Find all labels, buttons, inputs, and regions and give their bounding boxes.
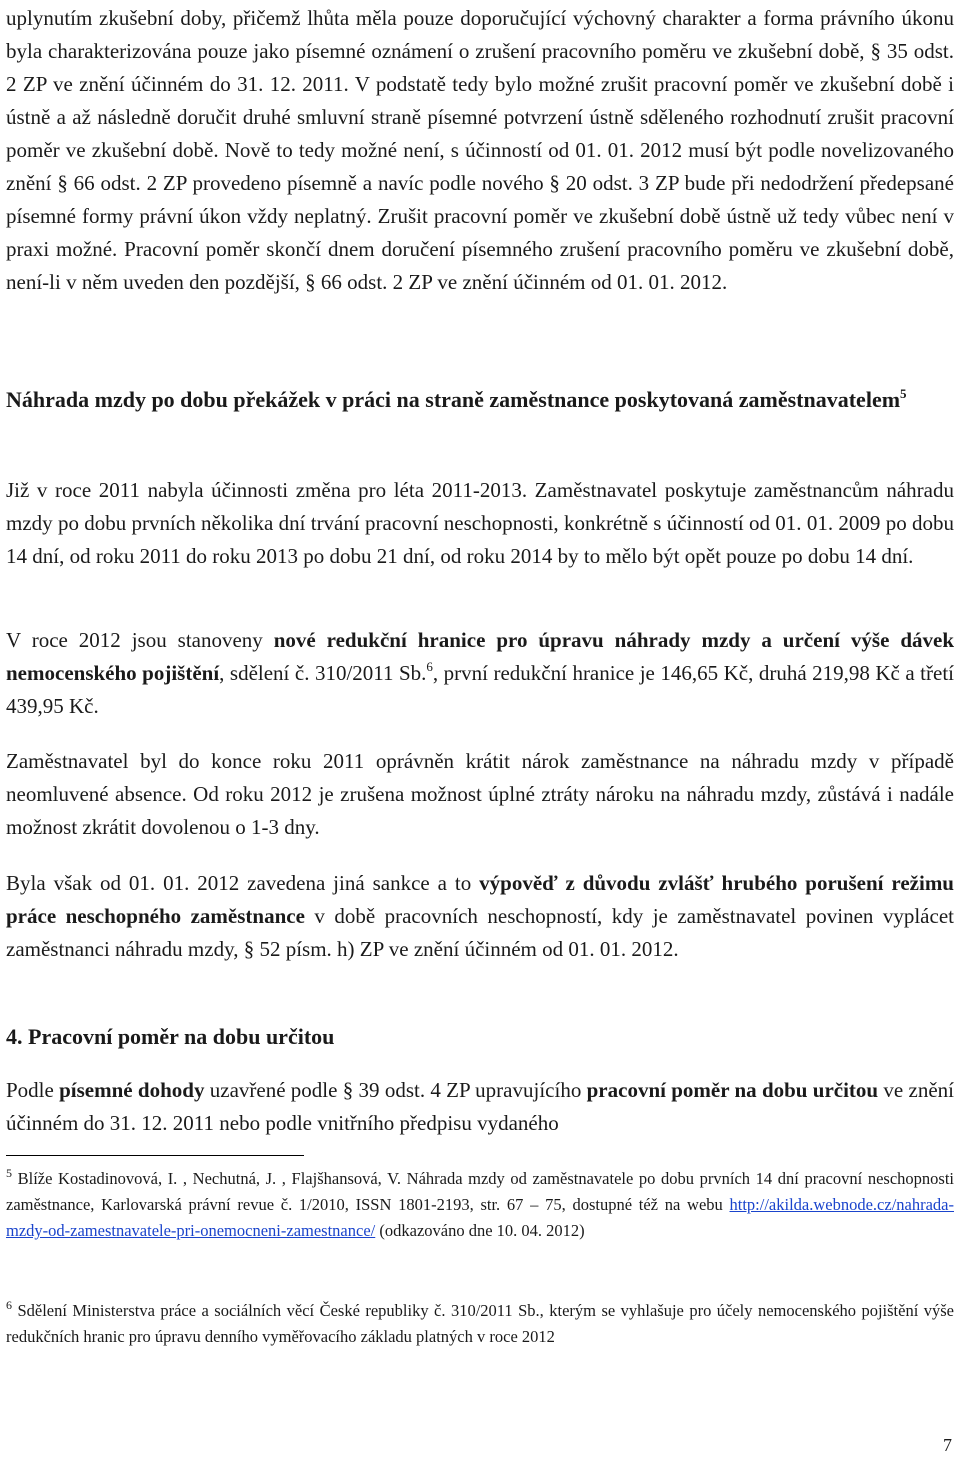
paragraph-fixed-term-agreement: Podle písemné dohody uzavřené podle § 39 odst. 4 ZP upravujícího pracovní poměr na dobu určitou ve znění účinném do 31. 12. 2011 nebo podle vnitřního předpisu vydaného — [6, 1078, 954, 1135]
paragraph-dismissal-sanction: Byla však od 01. 01. 2012 zavedena jiná sankce a to výpověď z důvodu zvlášť hrubého porušení režimu práce neschopného zaměstnance v době pracovních neschopností, kdy je zaměstnavatel povinen vyplácet zaměstnanci náhradu mzdy, § 52 písm. h) ZP ve znění účinném od 01. 01. 2012. — [6, 871, 954, 961]
footnote-ref-5[interactable]: 5 — [900, 386, 907, 401]
page-number: 7 — [943, 1435, 952, 1455]
footnote-6: $^6$ Sdělení Ministerstva práce a sociálních věcí České republiky č. 310/2011 Sb., kterým se vyhlašuje pro účely nemocenského pojištění výše redukčních hranic pro úpravu denního vyměřovacího základu platných v roce 2012 — [6, 1298, 954, 1346]
paragraph-reduction-limits: V roce 2012 jsou stanoveny nové redukční hranice pro úpravu náhrady mzdy a určení výše dávek nemocenského pojištění, sdělení č. 310/2011 Sb.$^6$, první redukční hranice je 146,65 Kč, druhá 219,98 Kč a třetí 439,95 Kč. — [6, 628, 954, 718]
footnote-separator — [6, 1155, 304, 1156]
paragraph-absence-sanction: Zaměstnavatel byl do konce roku 2011 oprávněn krátit nárok zaměstnance na náhradu mzdy v případě neomluvené absence. Od roku 2012 je zrušena možnost úplné ztráty nároku na náhradu mzdy, zůstává i nadále možnost zkrátit dovolenou o 1-3 dny. — [6, 749, 954, 839]
section-heading-wage-compensation: Náhrada mzdy po dobu překážek v práci na straně zaměstnance poskytovaná zaměstnavatelem$^5$ — [6, 386, 907, 412]
footnote-5: $^5$ Blíže Kostadinovová, I. , Nechutná, J. , Flajšhansová, V. Náhrada mzdy od zaměstnavatele po dobu prvních 14 dní pracovní neschopnosti zaměstnance, Karlovarská právní revue č. 1/2010, ISSN 1801-2193, str. 67 – 75, dostupné též na webu http://akilda.webnode.cz/nahrada-mzdy-od-zamestnavatele-pri-onemocneni-zamestnance/ (odkazováno dne 10. 04. 2012) — [6, 1166, 954, 1240]
section-heading-fixed-term: 4. Pracovní poměr na dobu určitou — [6, 1024, 335, 1049]
paragraph-sick-leave-duration: Již v roce 2011 nabyla účinnosti změna pro léta 2011-2013. Zaměstnavatel poskytuje zaměstnancům náhradu mzdy po dobu prvních několika dní trvání pracovní neschopnosti, konkrétně s účinností od 01. 01. 2009 po dobu 14 dní, od roku 2011 do roku 2013 po dobu 21 dní, od roku 2014 by to mělo být opět pouze po dobu 14 dní. — [6, 478, 954, 568]
paragraph-probation-period: uplynutím zkušební doby, přičemž lhůta měla pouze doporučující výchovný charakter a forma právního úkonu byla charakterizována pouze jako písemné oznámení o zrušení pracovního poměru ve zkušební době, § 35 odst. 2 ZP ve znění účinném do 31. 12. 2011. V podstatě tedy bylo možné zrušit pracovní poměr ve zkušební době i ústně a až následně doručit druhé smluvní straně písemné potvrzení ústně sděleného rozhodnutí zrušit pracovní poměr ve zkušební době. Nově to tedy možné není, s účinností od 01. 01. 2012 musí být podle novelizovaného znění § 66 odst. 2 ZP provedeno písemně a navíc podle nového § 20 odst. 3 ZP bude při nedodržení předepsané písemné formy právní úkon vždy neplatný. Zrušit pracovní poměr ve zkušební době ústně už tedy vůbec není v praxi možné. Pracovní poměr skončí dnem doručení písemného zrušení pracovního poměru ve zkušební době, není-li v něm uveden den pozdější, § 66 odst. 2 ZP ve znění účinném od 01. 01. 2012. — [6, 6, 954, 294]
footnote-ref-6[interactable]: 6 — [426, 659, 433, 674]
footnote-link[interactable]: http://akilda.webnode.cz/nahrada-mzdy-od-zamestnavatele-pri-onemocneni-zamestnance/ — [6, 1195, 954, 1240]
